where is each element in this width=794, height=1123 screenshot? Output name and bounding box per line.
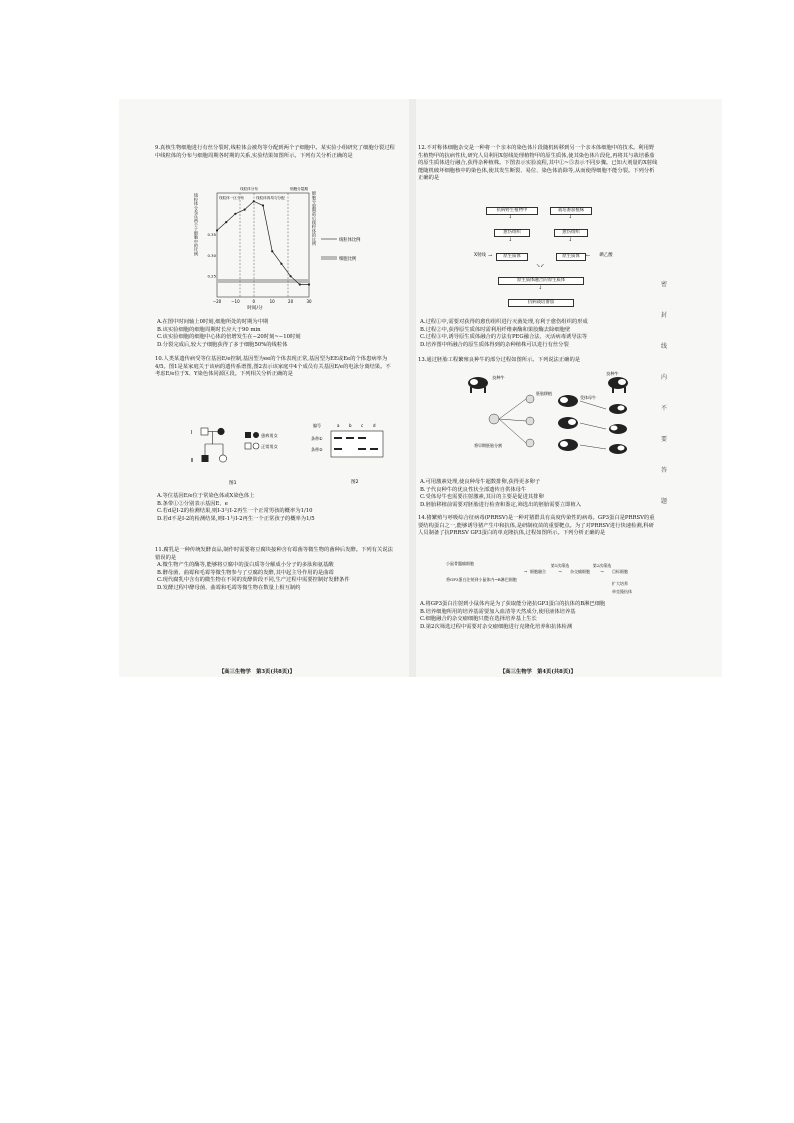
center-gutter [409, 99, 416, 677]
data-point [299, 283, 301, 285]
embryo-svg [456, 369, 646, 477]
gel-lane-d: d [373, 423, 376, 428]
annotation-3: 线粒体再均匀分配 [256, 196, 285, 200]
q13-option-d: D.胚胎移植前需要对胚胎进行检查和鉴定,筛选出的胚胎需要立即植入 [420, 501, 582, 508]
pedigree-male-normal-1 [201, 428, 208, 435]
side-char-4: 内 [660, 374, 667, 381]
embryo-figure [456, 369, 646, 477]
q12-option-d: D.培养图中所融合的原生质体得到的杂种植株可以进行有丝分裂 [420, 341, 569, 348]
q14-option-a: A.将GP3蛋白注射到小鼠体内是为了获取能分泌抗GP3蛋白的抗体的B淋巴细胞 [420, 601, 606, 607]
figure-1-caption: 图1 [229, 481, 237, 486]
embryo-icon-2 [526, 395, 534, 403]
chart-y-label: 线粒体分布在两个子细胞中的比例 [194, 193, 199, 256]
q11-option-d: D.发酵过程中酵母菌、曲霉和毛霉等微生物在数量上相互制约 [157, 584, 301, 591]
flow-resistant-tomato: 抗病栽培番茄 [508, 299, 574, 307]
question-10 [155, 356, 395, 379]
q9-option-d: D.分裂完成后,较大子细胞获得了多于细胞50%的线粒体 [157, 341, 288, 348]
figure-2-caption: 图2 [351, 480, 359, 485]
arrow-step-2b: ↓ [568, 237, 573, 243]
q10-option-c: C.若d是Ⅰ-2的检测结果,则Ⅰ-3与Ⅰ-2再生一个正常男孩的概率为1/10 [157, 508, 313, 515]
right-page [416, 99, 722, 677]
q12-flowchart [472, 207, 622, 315]
label-sire-cow: 良种牛 [606, 371, 619, 376]
side-char-5: 不 [660, 405, 667, 412]
label-recipient: 受体母牛 [580, 395, 596, 400]
annotation-1: 线粒体一区分布 [219, 196, 245, 200]
chart-x-label: 时间/分 [247, 306, 263, 311]
cow-icon-recipient-3 [558, 439, 578, 451]
cow-icon-donor [468, 377, 488, 393]
flow14-sel2: 第2次筛选 [592, 563, 612, 568]
chart-y2-label: 细胞分裂期前后线粒体的比例 [312, 191, 317, 246]
gel-figure [307, 421, 387, 487]
cow-icon-calf-2 [609, 424, 627, 434]
question-11-stem: 11.腐乳是一种传统发酵食品,制作时需要将豆腐块接种含有霉菌等微生物的菌种后发酵。下列有关说法错误的是 [155, 547, 393, 561]
side-char-6: 要 [660, 436, 667, 443]
cow-icon-calf-1 [609, 404, 627, 414]
binding-margin-text [657, 279, 671, 505]
q10-option-d: D.若d不是Ⅰ-2的检测结果,则Ⅰ-1与Ⅰ-2再生一个正常孩子的概率为1/5 [157, 515, 315, 522]
mitochondria-chart [193, 187, 378, 315]
label-donor-cow: 良种牛 [492, 375, 505, 380]
y-tick-label: 0.35 [207, 232, 216, 237]
legend-normal-label: 正常男女 [261, 444, 278, 449]
question-10-options [155, 493, 395, 523]
q10-option-a: A.等位基因E/e位于常染色体或X染色体上 [157, 493, 255, 499]
gel-lane-c: c [361, 423, 364, 428]
arrow-step-2: ↓ [508, 237, 513, 243]
data-point [280, 263, 282, 265]
gen-2-label: Ⅱ [191, 459, 194, 464]
side-char-7: 答 [660, 467, 667, 474]
left-footer: 【高三生物学 第3页(共8页)】 [219, 669, 295, 675]
scanned-sheet [119, 99, 722, 677]
data-point [253, 200, 255, 202]
annotation-2: 线粒体分布 [240, 187, 258, 191]
q9-option-c: C.该实验细胞的细胞中心体的倍增发生在−20时刻~−10时刻 [157, 334, 301, 341]
arrow-step-1: ↓ [508, 214, 513, 220]
q13-option-b: B.子代良种牛的优良性状全部遗传自供体母牛 [420, 486, 527, 493]
legend-normal-male [245, 443, 251, 449]
flow-xray: X射线 [474, 253, 486, 258]
flow14-arrow-1: → [524, 569, 528, 574]
cell-ratio-band [217, 279, 309, 283]
band-a1 [334, 437, 342, 439]
data-point [271, 250, 273, 252]
arrow-step-3: ↘↙ [536, 263, 545, 269]
flow-tomato-plant: 栽培番茄植株 [550, 207, 592, 215]
question-12 [418, 145, 658, 183]
question-13-options [418, 479, 658, 509]
embryo-icon-3 [526, 417, 534, 425]
gel-svg [307, 421, 387, 487]
x-tick-label: −20 [212, 299, 222, 304]
question-9 [155, 145, 395, 160]
right-footer: 【高三生物学 第4页(共8页)】 [500, 669, 576, 675]
gel-row-1: 条带① [311, 436, 323, 441]
y-tick-label: 0.30 [207, 252, 216, 258]
flow14-culture: 扩大培养 [612, 581, 628, 586]
cow-icon-recipient-1 [558, 395, 578, 407]
flow14-sel1: 第1次筛选 [550, 563, 570, 568]
flow14-hybridoma: 杂交瘤细胞 [570, 569, 590, 574]
x-tick-label: 0 [252, 299, 256, 304]
question-14-options [418, 601, 658, 631]
legend-band-label: 细胞比例 [339, 257, 357, 262]
question-9-stem: 9.真核生物细胞进行有丝分裂时,线粒体会被均等分配到两个子细胞中。某实验小组研究了细胞分裂过程中线粒体的分布与细胞周期各时期的关系,实验结果如图所示。下列有关分析正确的是 [155, 145, 395, 159]
q14-option-d: D.第2次筛选过程中需要对杂交瘤细胞进行克隆化培养和抗体检测 [420, 623, 573, 630]
data-point [308, 283, 310, 285]
q11-option-b: B.酵母菌、曲霉和毛霉等微生物参与了豆腐的发酵,其中起主导作用的是曲霉 [157, 569, 334, 576]
pedigree-male-affected-3 [202, 455, 209, 462]
question-9-options [155, 319, 395, 349]
side-char-8: 题 [660, 498, 667, 505]
data-point [262, 204, 264, 206]
flow-wild-plant: 抗病野生植物甲 [486, 207, 538, 215]
flow-protoplast-1: 原生质体 [496, 253, 528, 261]
flow14-myeloma: 小鼠骨髓瘤细胞 [446, 561, 474, 566]
data-point [234, 213, 236, 215]
flow-callus-2: 愈伤组织 [554, 229, 588, 237]
annotation-4: 细胞分裂期 [290, 187, 308, 191]
arrow-step-4: ↓ [538, 285, 543, 291]
q14-option-c: C.细胞融合的杂交瘤细胞只能在选择培养基上生长 [420, 616, 537, 623]
y-tick-label: 0.25 [207, 273, 216, 279]
cow-icon-recipient-2 [558, 417, 578, 429]
gel-lane-b: b [349, 423, 352, 428]
label-transfer: 胚胎移植 [536, 391, 552, 396]
q13-option-c: C.受体母牛也需要注射激素,其目的主要是促进其排卵 [420, 494, 544, 501]
arrow-step-1b: ↓ [568, 214, 573, 220]
q9-option-a: A.在图中时间轴上0时刻,细胞所处的时期为中期 [157, 319, 269, 325]
flow-callus-1: 愈伤组织 [494, 229, 530, 237]
flow14-arrow-3: → [600, 569, 604, 574]
question-12-options [418, 319, 658, 349]
q9-option-b: B.该实验细胞的细胞周期时长应大于90 min [157, 326, 261, 333]
flow14-inject: 将GP3蛋白注射到小鼠体内→B淋巴细胞 [446, 577, 517, 582]
series-line-mitochondria [217, 201, 309, 284]
pedigree-figure [189, 422, 299, 488]
question-12-stem: 12.不对称体细胞杂交是一种将一个亲本的染色体片段随机转移到另一个亲本体细胞中的技术。利用野生植物甲的抗病性状,研究人员利用X射线处理植物甲的原生质体,使其染色体片段化,再将其与栽培番茄的原生质体进行融合,获得杂种植株。下图表示实验流程,其中①~⑤表示不同步骤。已知大剂量的X射线能随机破坏细胞核中的染色体,使其发生断裂、易位、染色体消除等,从而使得细胞不能分裂。下列分析正确的是 [418, 145, 658, 182]
band-a2 [334, 448, 342, 450]
q13-option-a: A.可用激素处理,使良种母牛超数排卵,获得更多卵子 [420, 479, 541, 485]
q12-option-c: C.过程③中,诱导原生质体融合的方法有PEG融合法、灭活病毒诱导法等 [420, 334, 588, 341]
arrow-xray: → [488, 253, 493, 259]
question-10-stem: 10.人类某遗传病受等位基因E/e控制,基因型为ee的个体表现正常,基因型为EE或Ee的个体患病率为4/5。图1是某家庭关于该病的遗传系谱图,图2表示该家庭中4个成员有关基因E/e的电泳分离结果。不考虑E/e位于X、Y染色体同源区段。下列相关分析正确的是 [155, 356, 391, 378]
question-13 [418, 357, 658, 365]
cow-icon-sire [608, 377, 628, 393]
gel-header-label: 编号 [313, 423, 321, 428]
question-14 [418, 515, 658, 538]
q14-flowchart [446, 559, 646, 599]
legend-affected-male [245, 432, 251, 438]
gen-1-label: Ⅰ [191, 431, 193, 436]
label-embryo-split: 将早期胚胎分割 [474, 443, 502, 448]
question-14-stem: 14.猪繁殖与呼吸综合征病毒(PRRSV)是一种对猪群具有高度传染性的病毒。GP3蛋白是PRRSV的重要结构蛋白之一,能够诱导猪产生中和抗体,是研制疫苗的重要靶点。为了对PRRSV进行快速检测,科研人员制备了抗PRRSV GP3蛋白的单克隆抗体,过程如图所示。下列分析正确的是 [418, 515, 655, 537]
question-13-stem: 13.通过胚胎工程繁殖良种牛的部分过程如图所示。下列说法正确的是 [418, 357, 581, 363]
flow14-target: 目标细胞 [612, 569, 628, 574]
legend-band-swatch [321, 256, 337, 260]
question-11 [155, 547, 395, 593]
data-point [244, 209, 246, 211]
embryo-icon-1 [489, 414, 499, 424]
data-point [216, 229, 218, 231]
band-b1 [346, 437, 354, 439]
x-tick-label: 30 [306, 299, 312, 304]
side-char-1: 密 [660, 281, 667, 288]
band-c2 [358, 448, 366, 450]
flow14-arrow-2: → [558, 569, 562, 574]
band-d2 [370, 448, 378, 450]
q14-option-b: B.培养细胞所用的培养基需要加入血清等天然成分,使用液体培养基 [420, 608, 576, 615]
mitochondria-line-chart [193, 187, 378, 315]
pedigree-female-normal-4 [219, 455, 226, 462]
legend-affected-label: 患病男女 [261, 433, 278, 438]
pedigree-svg [189, 422, 299, 488]
arrow-iodo: ← [586, 253, 591, 259]
flow14-product: 单克隆抗体 [612, 589, 632, 594]
cow-icon-calf-3 [609, 444, 627, 454]
left-page [119, 99, 409, 677]
x-tick-label: −10 [231, 299, 240, 304]
flow-iodoacetate: 碘乙酸 [599, 253, 613, 258]
q12-option-b: B.过程②中,获得原生质体时需利用纤维素酶和果胶酶去除细胞壁 [420, 326, 571, 333]
side-char-2: 封 [660, 312, 667, 319]
q11-option-a: A.微生物产生的酶等,能够将豆腐中的蛋白质等分解成小分子的多肽和氨基酸 [157, 562, 334, 569]
flow14-fusion: 细胞融合 [530, 569, 546, 574]
flow-protoplast-2: 原生质体 [556, 253, 586, 261]
gel-row-2: 条带② [311, 447, 323, 452]
gel-lane-a: a [337, 423, 340, 428]
pedigree-female-affected-2 [217, 428, 224, 435]
embryo-icon-4 [526, 439, 534, 447]
x-tick-label: 20 [288, 299, 294, 304]
legend-affected-female [253, 432, 259, 438]
legend-series-label: 线粒体比例 [339, 238, 361, 243]
q10-option-b: B.条带①②分别表示基因E、e [157, 500, 228, 507]
data-point [225, 221, 227, 223]
data-point [290, 275, 292, 277]
q11-option-c: C.现代腐乳中含有的微生物在不同的发酵阶段不同,生产过程中需要控制好发酵条件 [157, 577, 350, 584]
x-tick-label: 10 [269, 299, 275, 304]
legend-normal-female [253, 443, 259, 449]
band-c1 [358, 437, 366, 439]
flow-fused-protoplast: 原生质体融合的原生质体 [498, 277, 584, 285]
side-char-3: 线 [660, 343, 667, 350]
q12-option-a: A.过程①中,需要对获得的愈伤组织进行灭菌处理,有利于愈伤组织的形成 [420, 319, 588, 325]
gel-box [331, 431, 383, 457]
